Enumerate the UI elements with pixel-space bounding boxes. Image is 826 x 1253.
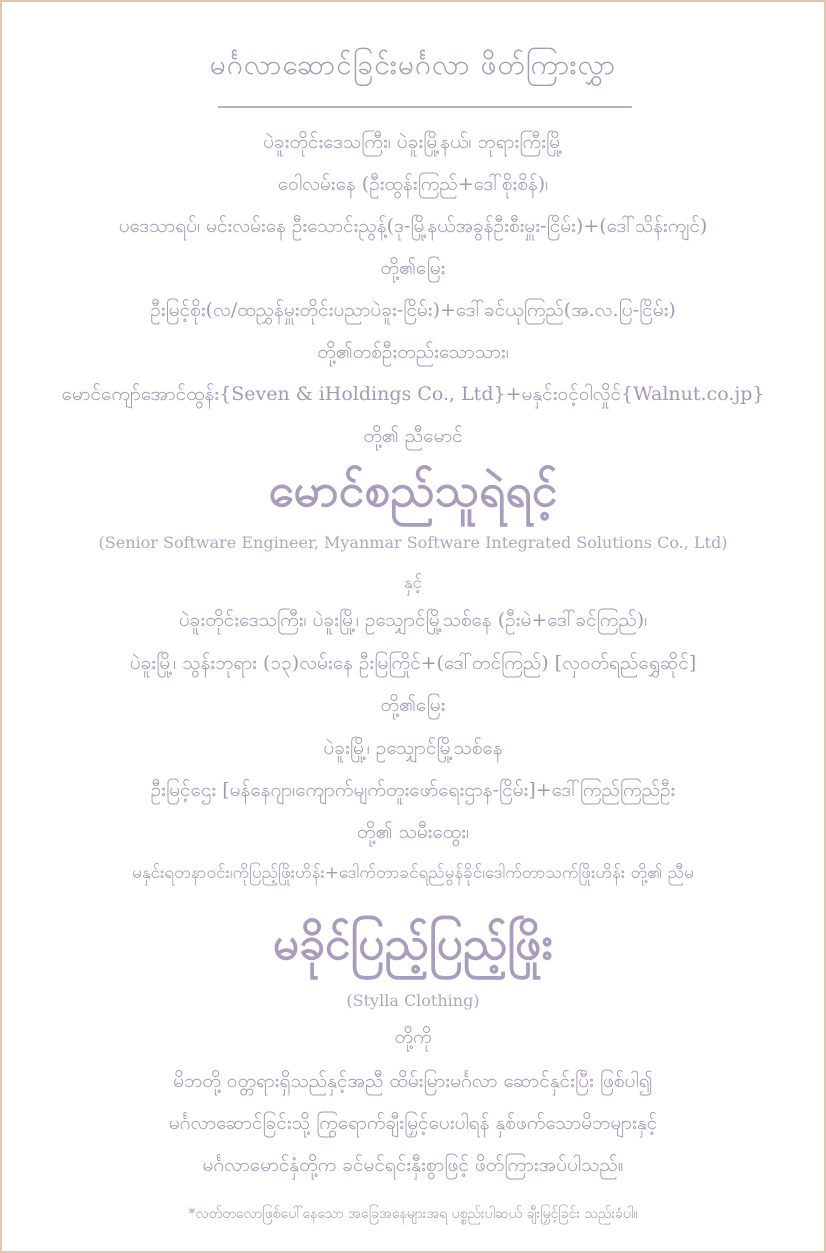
- invitation-line-1: မိဘတို့ ဝတ္တရားရှိသည်နှင့်အညီ ထိမ်းမြားမင်္ဂလာ ဆောင်နှင်းပြီး ဖြစ်ပါ၍: [173, 1070, 653, 1092]
- title-divider: [218, 106, 632, 108]
- bride-parents-line-2: ပဲခူးမြို့၊ သွန်းဘုရား (၁၃)လမ်းနေ ဦးမြကြိုင်+(ဒေါ်တင်ကြည်) [လှဝတ်ရည်ရွှေဆိုင်]: [129, 652, 697, 674]
- invitation-line-3: မင်္ဂလာမောင်နှံတို့က ခင်မင်ရင်းနှီးစွာဖြင့် ဖိတ်ကြားအပ်ပါသည်။: [202, 1154, 624, 1176]
- and-word: နှင့်: [403, 573, 423, 593]
- invitation-title: မင်္ဂလာဆောင်ခြင်းမင်္ဂလာ ဖိတ်ကြားလွှာ: [209, 48, 617, 81]
- groom-name: မောင်စည်သူရဲရင့်: [268, 463, 558, 517]
- groom-parents-line-2: ဝေါလမ်းနေ (ဦးထွန်းကြည်+ဒေါ်စိုးစိန်)၊: [277, 173, 549, 195]
- bride-parents-line-6: တို့၏ သမီးထွေး၊: [356, 821, 470, 843]
- bride-parents-line-4: ပဲခူးမြို့၊ ဥသျှောင်မြို့သစ်နေ: [323, 737, 503, 759]
- bride-parents-line-5: ဦးမြင့်ဌေး [မန်နေဂျာ၊ကျောက်မျက်တူးဖော်ရေးဌာန-ငြိမ်း]+ဒေါ်ကြည်ကြည်ဦး: [150, 779, 676, 801]
- to-word: တို့ကို: [394, 1026, 432, 1048]
- bride-parents-line-3: တို့၏မြေး: [380, 694, 446, 716]
- groom-parents-line-4: တို့၏မြေး: [380, 257, 446, 279]
- invitation-line-2: မင်္ဂလာဆောင်ခြင်းသို့ ကြွရောက်ချီးမြှင့်ပေးပါရန် နှစ်ဖက်သောမိဘများနှင့်: [168, 1112, 658, 1134]
- groom-parents-line-8: တို့၏ ညီမောင်: [363, 425, 463, 447]
- bride-parents-line-1: ပဲခူးတိုင်းဒေသကြီး၊ ပဲခူးမြို့၊ ဥသျှောင်မြို့သစ်နေ (ဦးမဲ+ဒေါ်ခင်ကြည်)၊: [178, 609, 648, 631]
- groom-title: (Senior Software Engineer, Myanmar Software Integrated Solutions Co., Ltd): [98, 533, 728, 552]
- groom-parents-line-1: ပဲခူးတိုင်းဒေသကြီး၊ ပဲခူးမြို့နယ်၊ ဘုရားကြီးမြို့: [263, 131, 563, 153]
- bride-title: (Stylla Clothing): [346, 991, 480, 1010]
- groom-parents-line-6: တို့၏တစ်ဦးတည်းသောသား၊: [317, 341, 509, 363]
- bride-parents-line-7: မနှင်းရတနာဝင်း၊ကိုပြည့်ဖြိုးဟိန်း+ဒေါက်တာခင်ရည်မွန်ခိုင်၊ဒေါက်တာသက်ဖြိုးဟိန်း တို့၏ ညီမ: [132, 863, 694, 883]
- gift-note: *လတ်တလောဖြစ်ပေါ်နေသော အခြေအနေများအရ ပစ္စည်းပါဆယ် ချီးမြှင့်ခြင်း သည်းခံပါ။: [188, 1206, 638, 1222]
- groom-parents-line-7: မောင်ကျော်အောင်ထွန်း{Seven & iHoldings Co., Ltd}+မနှင်းဝင့်ဝါလှိုင်{Walnut.co.jp}: [61, 383, 765, 405]
- groom-parents-line-3: ပဒေသာရပ်၊ မင်းလမ်းနေ ဦးသောင်းညွန့်(ဒု-မြို့နယ်အခွန်ဦးစီးမှူး-ငြိမ်း)+(ဒေါ်သိန်းကျင်): [118, 215, 708, 237]
- bride-name: မခိုင်ပြည့်ပြည့်ဖြိုး: [272, 916, 554, 970]
- groom-parents-line-5: ဦးမြင့်စိုး(လ/ထညွှန်မှူးတိုင်းပညာပဲခူး-ငြိမ်း)+ဒေါ်ခင်ယုကြည်(အ.လ.ပြ-ငြိမ်း): [150, 299, 676, 321]
